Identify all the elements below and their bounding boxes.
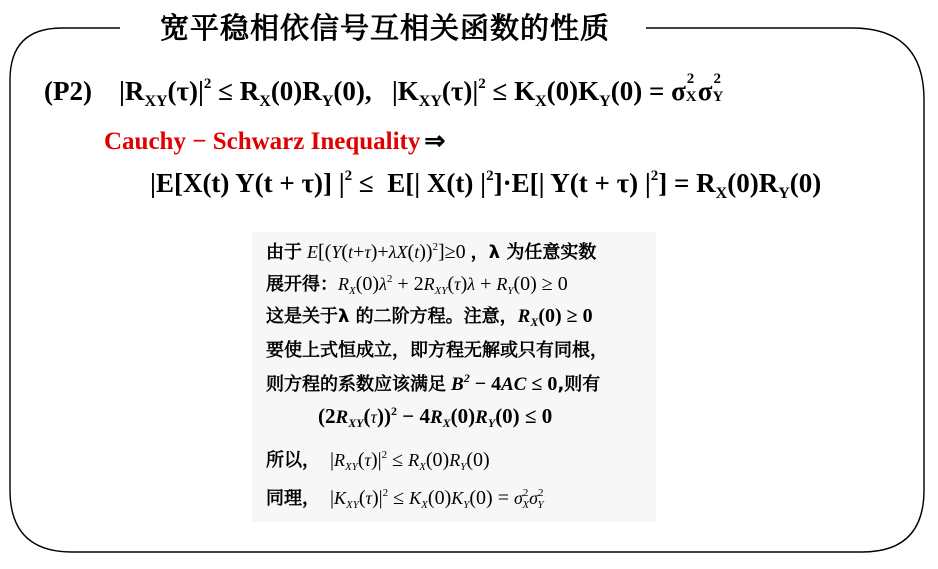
proof-line-8: 同理， $|K_{XY}(\tau)|^2 \le K_X(0)K_Y(0) = \sigma^2_X\sigma^2_Y$ — [266, 487, 544, 511]
proof-block — [252, 232, 656, 522]
cauchy-schwarz-line — [104, 126, 445, 156]
slide-title: 宽平稳相依信号互相关函数的性质 — [130, 6, 640, 50]
proof-line-4: 要使上式恒成立，即方程无解或只有同根， — [266, 340, 608, 361]
implies-arrow: ⇒ — [424, 128, 446, 155]
proof-line-5: 则方程的系数应该满足 $B^2 - 4AC \le 0$,则有 — [266, 371, 601, 395]
proof-line-2: 展开得：$R_X(0)\lambda^2 + 2R_{XY}(\tau)\lambda + R_Y(0) \ge 0$ — [266, 273, 568, 297]
proof-line-1: 由于 $E[(Y(t+\tau)+\lambda X(t))^2]\ge 0$ ，λ 为任意实数 — [266, 241, 597, 263]
proof-line-3: 这是关于λ 的二阶方程。注意，$R_X(0) \ge 0$ — [266, 305, 593, 329]
property-label: (P2) — [44, 76, 92, 106]
property-p2-equation: (P2) $|R_{XY}(\tau)|^2 \le R_X(0)R_Y(0)$, $|K_{XY}(\tau)|^2 \le K_X(0)K_Y(0) = \sigma$ 2 X σ 2 Y — [44, 71, 724, 110]
proof-line-7: 所以， $|R_{XY}(\tau)|^2 \le R_X(0)R_Y(0)$ — [266, 449, 490, 473]
cauchy-schwarz-equation: |E[X(t) Y(t + τ)] $|^2 \le E[|$ X(t) $|^2]\cdot E[|$ Y(t + τ) $|^2] = R_X(0)R_Y(0)$ — [150, 168, 822, 202]
proof-line-6: $(2R_{XY}(\tau))^2 - 4R_X(0)R_Y(0) \le 0$ — [318, 404, 553, 430]
inequality-name: Cauchy − Schwarz Inequality — [104, 128, 421, 155]
